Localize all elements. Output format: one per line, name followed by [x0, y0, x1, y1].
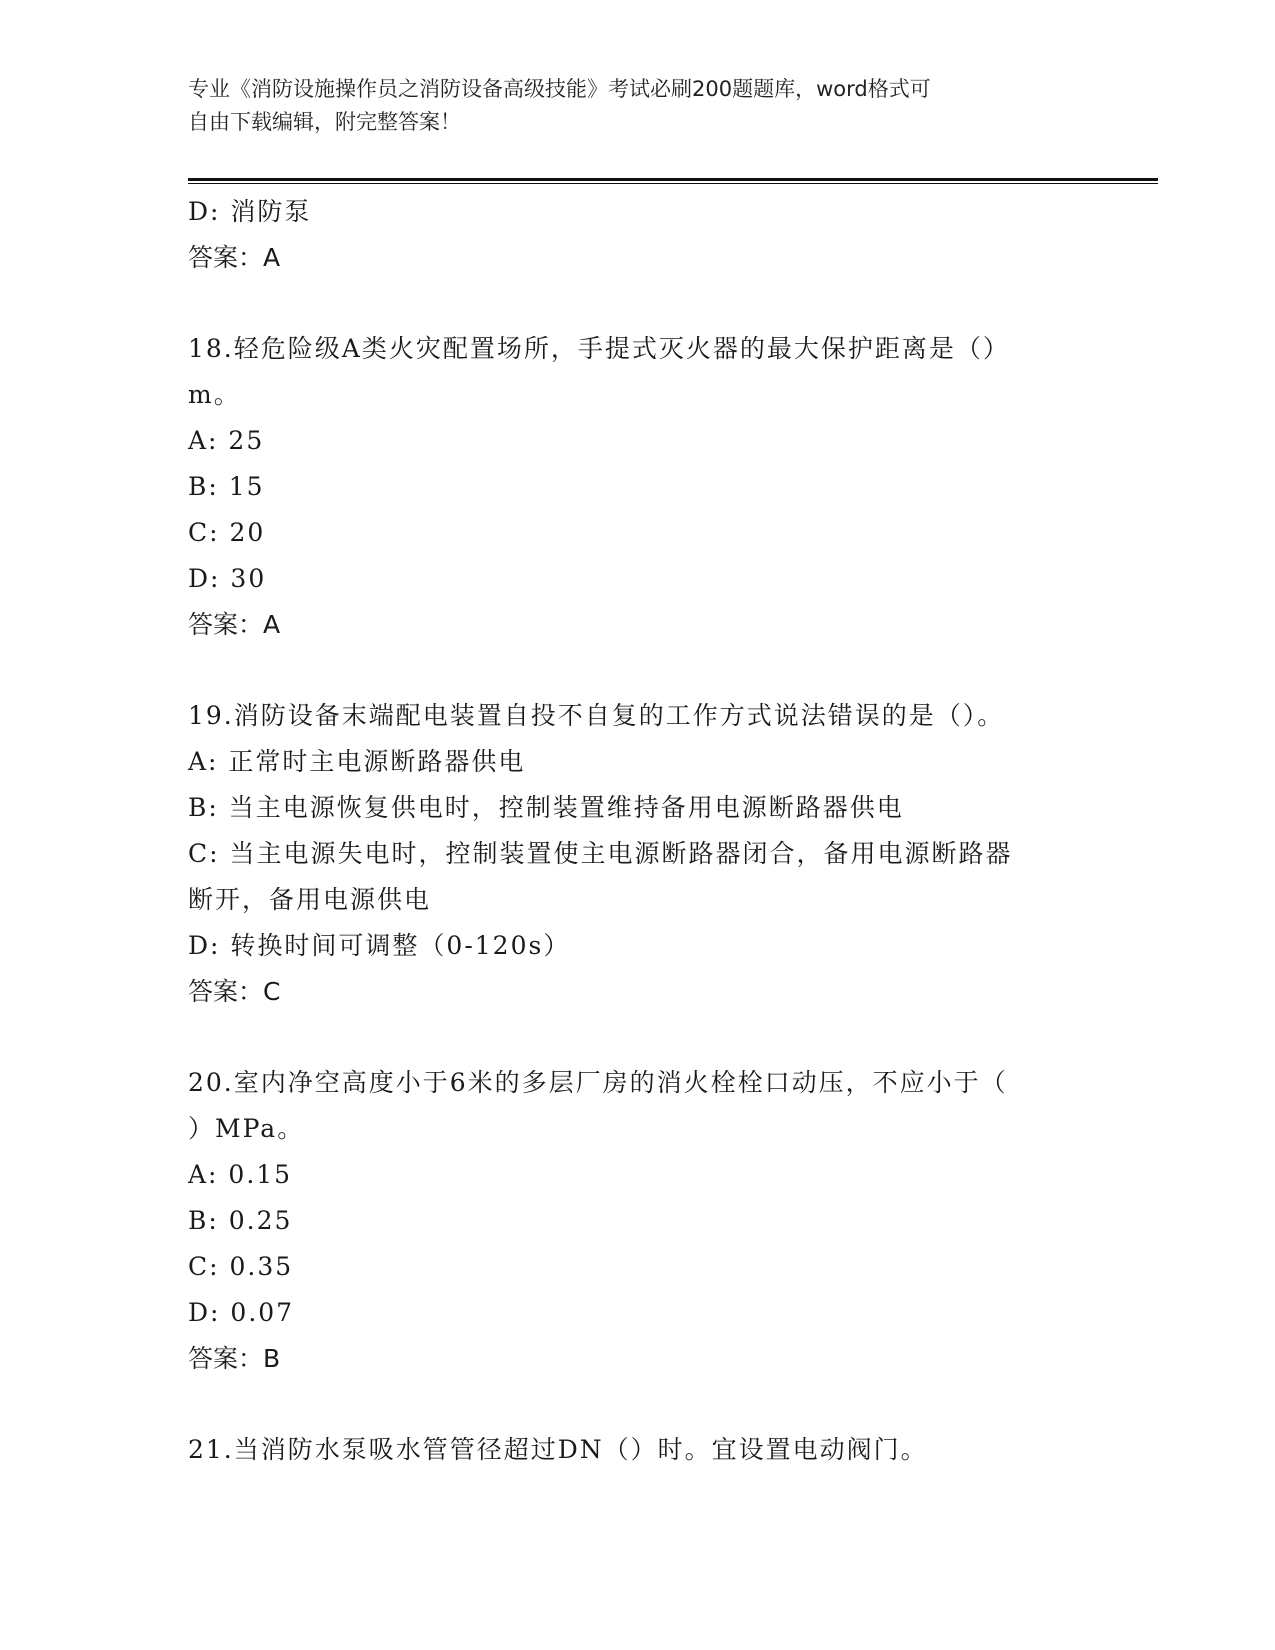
option-b: B: 0.25	[188, 1206, 293, 1235]
question-17	[188, 189, 1088, 281]
option-b: B: 当主电源恢复供电时，控制装置维持备用电源断路器供电	[188, 793, 904, 822]
option-b: B: 15	[188, 472, 265, 501]
answer-text: 答案：C	[188, 977, 281, 1006]
question-20	[188, 1060, 1088, 1382]
document-header	[188, 73, 1068, 139]
header-line-1: 专业《消防设施操作员之消防设备高级技能》考试必刷200题题库，word格式可	[188, 77, 931, 101]
question-stem: 21.当消防水泵吸水管管径超过DN（）时。宜设置电动阀门。	[188, 1435, 928, 1464]
option-c: C: 20	[188, 518, 266, 547]
question-list	[188, 189, 1088, 1473]
option-a: A: 0.15	[188, 1160, 293, 1189]
question-stem-line-1: 20.室内净空高度小于6米的多层厂房的消火栓栓口动压，不应小于（	[188, 1068, 1008, 1097]
option-c-line-2: 断开，备用电源供电	[188, 885, 432, 914]
question-18	[188, 326, 1088, 648]
question-19	[188, 693, 1088, 1015]
option-a: A: 正常时主电源断路器供电	[188, 747, 526, 776]
question-stem-line-2: ）MPa。	[188, 1114, 305, 1143]
question-stem-line-1: 18.轻危险级A类火灾配置场所，手提式灭火器的最大保护距离是（）	[188, 334, 1010, 363]
header-divider-thick	[188, 178, 1158, 181]
answer-text: 答案：A	[188, 610, 281, 639]
header-line-2: 自由下载编辑，附完整答案！	[188, 110, 461, 134]
option-c-line-1: C: 当主电源失电时，控制装置使主电源断路器闭合，备用电源断路器	[188, 839, 1013, 868]
option-d: D: 0.07	[188, 1298, 295, 1327]
question-stem: 19.消防设备末端配电装置自投不自复的工作方式说法错误的是（）。	[188, 701, 1005, 730]
answer-text: 答案：A	[188, 243, 281, 272]
option-c: C: 0.35	[188, 1252, 294, 1281]
option-d: D: 转换时间可调整（0-120s）	[188, 931, 571, 960]
header-divider-thin	[188, 183, 1158, 184]
answer-text: 答案：B	[188, 1344, 281, 1373]
question-stem-line-2: m。	[188, 380, 241, 409]
question-21	[188, 1427, 1088, 1473]
option-d: D: 消防泵	[188, 197, 312, 226]
option-a: A: 25	[188, 426, 265, 455]
option-d: D: 30	[188, 564, 267, 593]
